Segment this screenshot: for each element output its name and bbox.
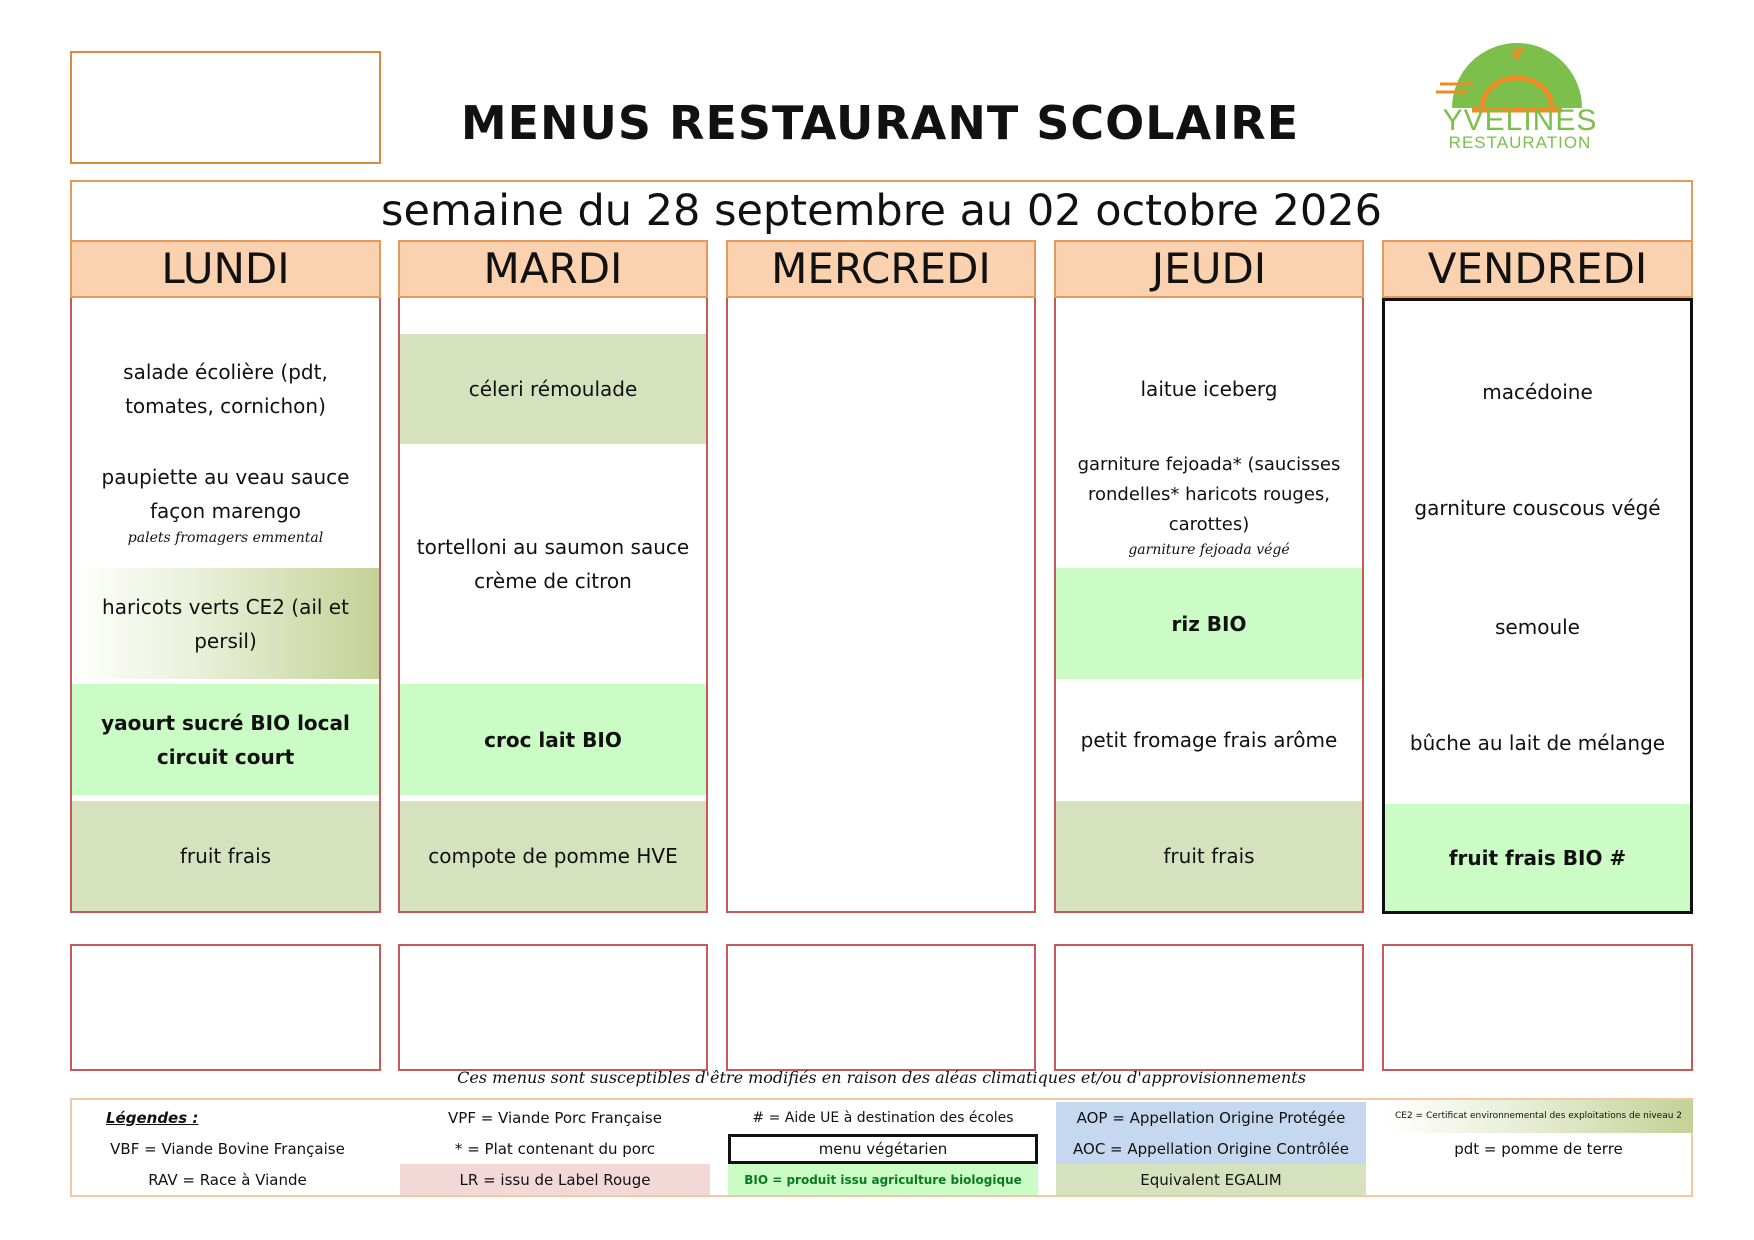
legend-vbf: VBF = Viande Bovine Française	[110, 1139, 345, 1158]
legend-aoc: AOC = Appellation Origine Contrôlée	[1056, 1133, 1366, 1164]
disclaimer-text: Ces menus sont susceptibles d'être modifiés en raison des aléas climatiques et/ou d'approvisionnements	[457, 1068, 1306, 1087]
note-box-mardi	[398, 944, 708, 1071]
day-column-jeudi	[1054, 298, 1364, 913]
menu-entree: laitue iceberg	[1140, 377, 1278, 401]
legend-vpf: VPF = Viande Porc Française	[448, 1108, 662, 1127]
note-box-vendredi	[1382, 944, 1693, 1071]
menu-dessert: fruit frais	[1056, 801, 1362, 911]
day-column-vendredi	[1382, 298, 1693, 914]
menu-plat-label: paupiette au veau sauce façon marengo	[101, 465, 350, 523]
menu-entree: salade écolière (pdt, tomates, cornichon)	[123, 360, 328, 418]
menu-entree: macédoine	[1482, 380, 1593, 404]
legend-table	[70, 1098, 1693, 1197]
day-header-mardi: MARDI	[398, 240, 708, 298]
logo-placeholder-box	[70, 51, 381, 164]
menu-plat-label: garniture fejoada* (saucisses rondelles* haricots rouges, carottes)	[1077, 454, 1341, 535]
menu-laitage: yaourt sucré BIO local circuit court	[72, 684, 379, 795]
day-header-vendredi: VENDREDI	[1382, 240, 1693, 298]
day-header-lundi: LUNDI	[70, 240, 381, 298]
logo-text-restauration: RESTAURATION	[1448, 133, 1592, 152]
note-box-lundi	[70, 944, 381, 1071]
day-column-lundi	[70, 298, 381, 913]
menu-laitage: bûche au lait de mélange	[1409, 730, 1666, 755]
logo-text-yvelines: YVELINES	[1442, 104, 1598, 137]
legend-aop: AOP = Appellation Origine Protégée	[1056, 1102, 1366, 1133]
day-column-mercredi	[726, 298, 1036, 913]
menu-dessert: compote de pomme HVE	[400, 801, 706, 911]
menu-plat: garniture couscous végé	[1414, 496, 1661, 520]
menu-accompagnement: semoule	[1495, 614, 1580, 639]
menu-entree: céleri rémoulade	[400, 334, 706, 444]
legend-bio: BIO = produit issu agriculture biologique	[728, 1164, 1038, 1195]
note-box-jeudi	[1054, 944, 1364, 1071]
legend-title: Légendes :	[106, 1108, 199, 1127]
menu-plat-alternative: garniture fejoada végé	[1128, 542, 1290, 558]
menu-plat	[72, 444, 379, 564]
note-box-mercredi	[726, 944, 1036, 1071]
legend-rav: RAV = Race à Viande	[148, 1170, 307, 1189]
legend-ce2: CE2 = Certificat environnemental des exploitations de niveau 2	[1384, 1100, 1693, 1133]
day-header-jeudi: JEUDI	[1054, 240, 1364, 298]
menu-accompagnement: haricots verts CE2 (ail et persil)	[72, 568, 379, 679]
week-title: semaine du 28 septembre au 02 octobre 2026	[381, 186, 1382, 236]
day-column-mardi	[398, 298, 708, 913]
legend-egalim: Equivalent EGALIM	[1056, 1164, 1366, 1195]
menu-plat-alternative: palets fromagers emmental	[127, 530, 324, 546]
legend-aide-ue: # = Aide UE à destination des écoles	[752, 1109, 1014, 1126]
menu-laitage: petit fromage frais arôme	[1080, 727, 1338, 752]
legend-porc: * = Plat contenant du porc	[454, 1139, 656, 1158]
menu-dessert: fruit frais	[72, 801, 379, 911]
legend-pdt: pdt = pomme de terre	[1454, 1139, 1623, 1158]
menu-accompagnement: riz BIO	[1056, 568, 1362, 679]
day-header-mercredi: MERCREDI	[726, 240, 1036, 298]
menu-dessert: fruit frais BIO #	[1385, 804, 1690, 911]
menu-plat	[1056, 444, 1362, 566]
menu-laitage: croc lait BIO	[400, 684, 706, 795]
legend-menu-vegetarien: menu végétarien	[728, 1134, 1038, 1164]
page-title: MENUS RESTAURANT SCOLAIRE	[460, 96, 1300, 150]
menu-plat: tortelloni au saumon sauce crème de citron	[416, 535, 690, 593]
legend-label-rouge: LR = issu de Label Rouge	[400, 1164, 710, 1195]
